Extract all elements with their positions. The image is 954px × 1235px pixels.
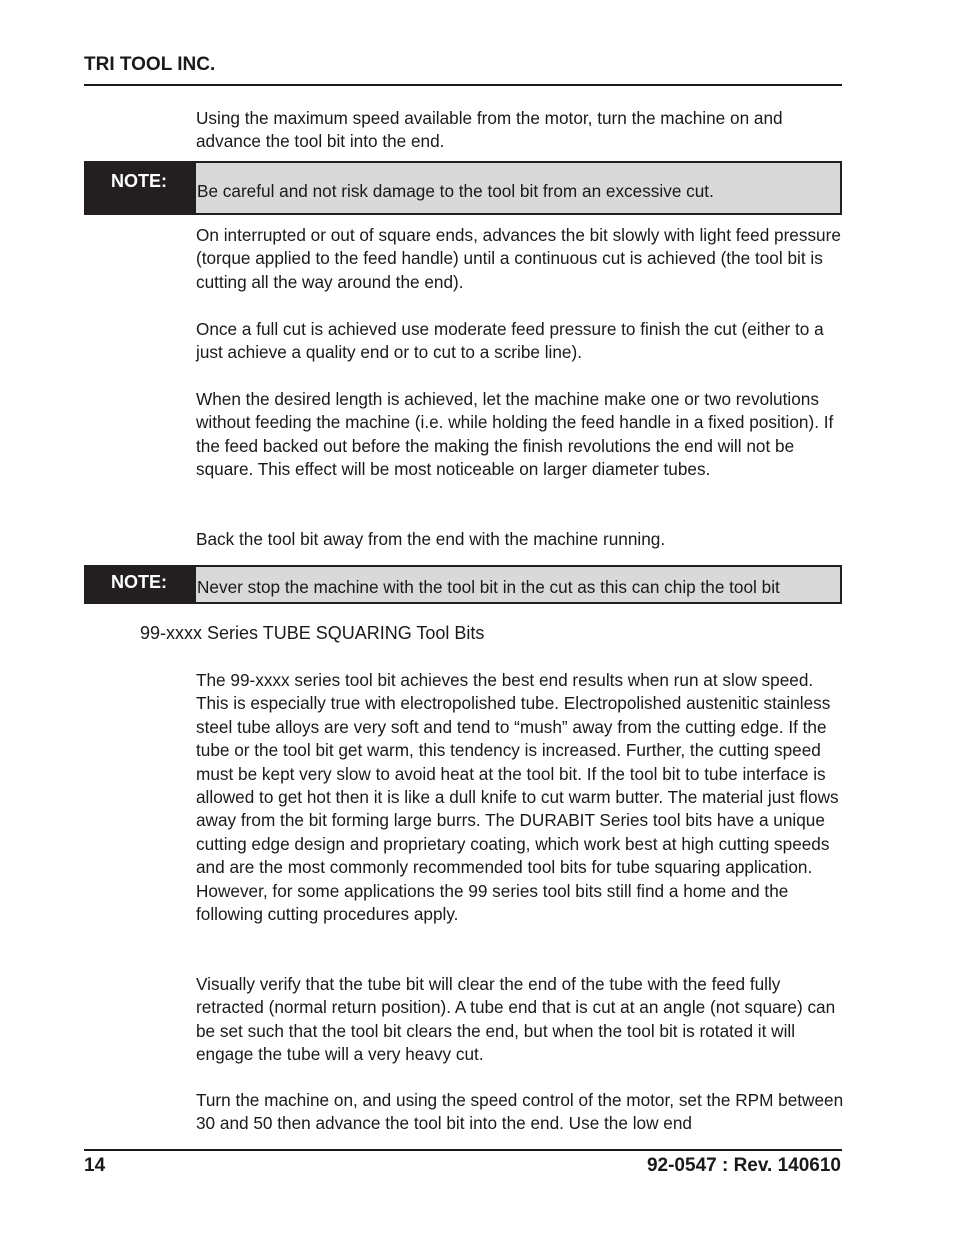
- paragraph: Turn the machine on, and using the speed control of the motor, set the RPM between 30 and 50 then advance the tool bit into the end. Use the low end: [196, 1090, 844, 1134]
- paragraph: Visually verify that the tube bit will clear the end of the tube with the feed fully retracted (normal return position). A tube end that is cut at an angle (not square) can be set such that the tool bit clears the end, but when the tool bit is rotated it will engage the tube will a very heavy cut.: [196, 974, 836, 1065]
- paragraph: On interrupted or out of square ends, advances the bit slowly with light feed pressure (torque applied to the feed handle) until a continuous cut is achieved (the tool bit is cutting all the way around the end).: [196, 225, 841, 292]
- note-text: Never stop the machine with the tool bit in the cut as this can chip the tool bit: [194, 565, 842, 604]
- note-text: Be careful and not risk damage to the tool bit from an excessive cut.: [194, 161, 842, 215]
- paragraph: Using the maximum speed available from the motor, turn the machine on and advance the tool bit into the end.: [196, 108, 783, 152]
- document-revision: 92-0547 : Rev. 140610: [646, 1155, 841, 1176]
- paragraph: When the desired length is achieved, let the machine make one or two revolutions without feeding the machine (i.e. while holding the feed handle in a fixed position). If the feed backed out before the making the finish revolutions the end will not be square. This effect will be most noticeable on larger diameter tubes.: [196, 389, 834, 480]
- footer-rule: [84, 1149, 842, 1151]
- section-title: 99-xxxx Series TUBE SQUARING Tool Bits: [140, 623, 485, 643]
- header-rule: [84, 84, 842, 86]
- note-label: NOTE:: [84, 565, 194, 604]
- paragraph: Once a full cut is achieved use moderate feed pressure to finish the cut (either to a just achieve a quality end or to cut to a scribe line).: [196, 319, 824, 363]
- paragraph: Back the tool bit away from the end with the machine running.: [196, 529, 666, 549]
- paragraph: The 99-xxxx series tool bit achieves the best end results when run at slow speed. This is especially true with electropolished tube. Electropolished austenitic stainless steel tube alloys are very soft and tend to “mush” away from the cutting edge. If the tube or the tool bit get warm, this tendency is increased. Further, the cutting speed must be kept very slow to avoid heat at the tool bit. If the tool bit to tube interface is allowed to get hot then it is like a dull knife to cut warm butter. The material just flows away from the bit forming large burrs. The DURABIT Series tool bits have a unique cutting edge design and proprietary coating, which work best at high cutting speeds and are the most commonly recommended tool bits for tube squaring application. However, for some applications the 99 series tool bits still find a home and the following cutting procedures apply.: [196, 670, 839, 925]
- page-number: 14: [84, 1155, 106, 1176]
- company-header: TRI TOOL INC.: [84, 54, 216, 75]
- note-label: NOTE:: [84, 161, 194, 215]
